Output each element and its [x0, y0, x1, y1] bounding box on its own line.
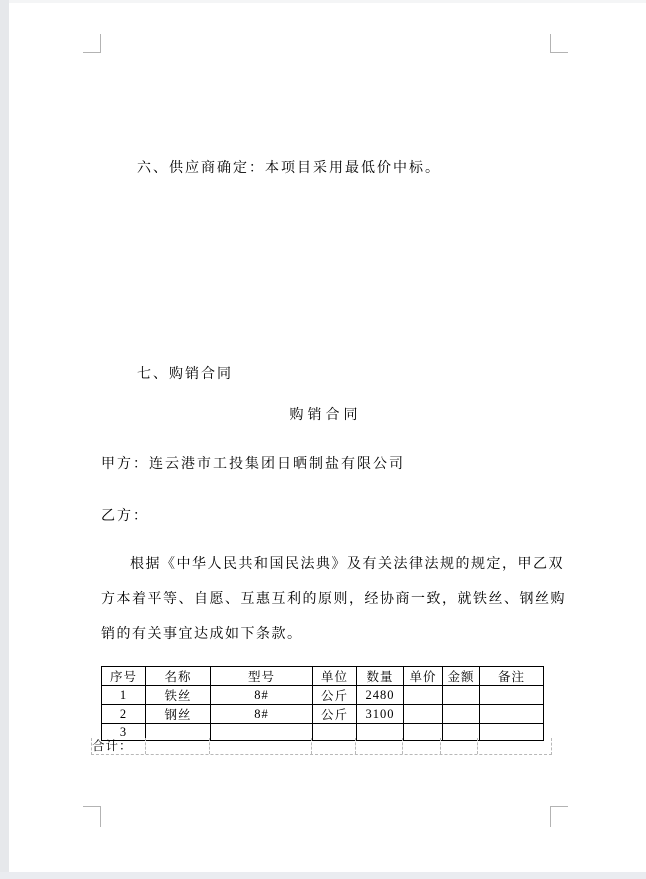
cell-price [404, 686, 443, 705]
canvas-edge-top [0, 0, 646, 3]
margin-corner-mark-bottom-left [83, 806, 101, 827]
cell-name: 铁丝 [146, 686, 211, 705]
total-cell-quantity [356, 738, 403, 754]
col-header-model: 型号 [211, 667, 313, 686]
goods-table [101, 666, 544, 741]
total-cell-name [146, 738, 211, 754]
canvas-edge-bottom [0, 872, 646, 879]
col-header-name: 名称 [146, 667, 211, 686]
total-cell-remark [478, 738, 551, 754]
cell-quantity: 3100 [357, 705, 404, 724]
col-header-quantity: 数量 [357, 667, 404, 686]
table-row [102, 686, 544, 705]
canvas-edge-left [0, 0, 9, 879]
paragraph-line: 根据《中华人民共和国民法典》及有关法律法规的规定，甲乙双 [130, 557, 564, 572]
contract-intro-paragraph [101, 547, 566, 652]
total-cell-amount [441, 738, 478, 754]
cell-index: 3 [102, 724, 146, 741]
paragraph-line: 销的有关事宜达成如下条款。 [101, 627, 303, 642]
table-row [102, 705, 544, 724]
margin-corner-mark-bottom-right [550, 806, 568, 827]
cell-price [404, 705, 443, 724]
cell-model: 8# [211, 705, 313, 724]
cell-model: 8# [211, 686, 313, 705]
col-header-price: 单价 [404, 667, 443, 686]
total-cell-model [210, 738, 312, 754]
section-6-heading: 六、供应商确定：本项目采用最低价中标。 [137, 161, 441, 176]
col-header-unit: 单位 [313, 667, 357, 686]
margin-corner-mark-top-left [83, 34, 101, 53]
total-label: 合计： [92, 738, 146, 754]
cell-index: 2 [102, 705, 146, 724]
table-total-row [91, 738, 552, 755]
section-7-heading: 七、购销合同 [137, 367, 233, 382]
cell-unit: 公斤 [313, 686, 357, 705]
table-header-row [102, 667, 544, 686]
cell-name: 钢丝 [146, 705, 211, 724]
total-cell-unit [312, 738, 356, 754]
col-header-index: 序号 [102, 667, 146, 686]
cell-remark [480, 705, 544, 724]
margin-corner-mark-top-right [550, 34, 568, 53]
cell-remark [480, 686, 544, 705]
contract-title: 购销合同 [289, 408, 362, 423]
paragraph-line: 方本着平等、自愿、互惠互利的原则，经协商一致，就铁丝、钢丝购 [101, 592, 566, 607]
cell-unit: 公斤 [313, 705, 357, 724]
cell-quantity: 2480 [357, 686, 404, 705]
party-a-line: 甲方：连云港市工投集团日晒制盐有限公司 [101, 457, 405, 472]
cell-index: 1 [102, 686, 146, 705]
col-header-remark: 备注 [480, 667, 544, 686]
party-b-line: 乙方： [101, 509, 149, 524]
cell-amount [443, 705, 480, 724]
cell-amount [443, 686, 480, 705]
total-cell-price [403, 738, 442, 754]
col-header-amount: 金额 [443, 667, 480, 686]
